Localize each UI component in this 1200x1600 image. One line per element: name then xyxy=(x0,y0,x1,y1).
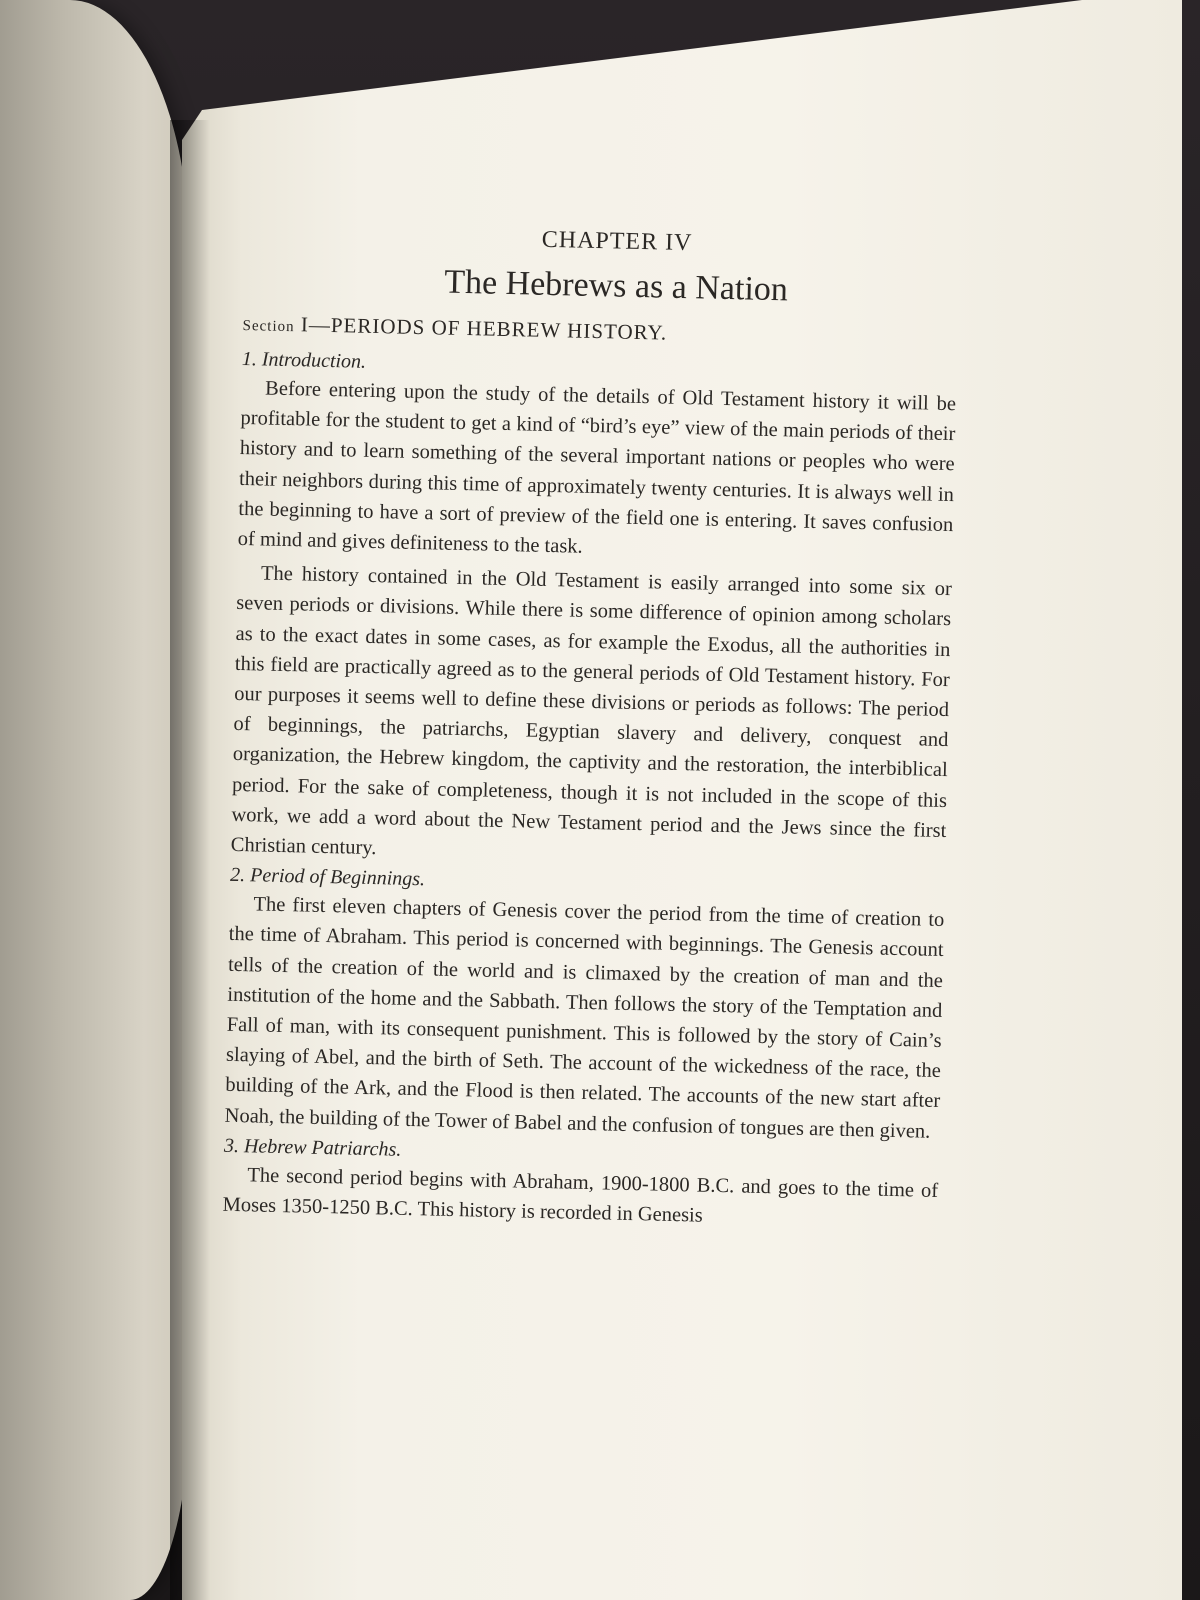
chapter-title: The Hebrews as a Nation xyxy=(443,263,789,309)
subsection-heading-introduction: 1. Introduction. xyxy=(241,347,367,373)
paragraph: Before entering upon the study of the details of Old Testament history it will be profitable for the student to get a kind of “bird’s eye” view of the main periods of their history and to learn something of the several important nations or peoples who were their neighbors during this time of approximately twenty centuries. It is always well in the beginning to have a sort of preview of the field one is entering. It saves confusion of mind and gives definiteness to the task. xyxy=(237,377,957,558)
subsection-heading-patriarchs: 3. Hebrew Patriarchs. xyxy=(223,1134,402,1161)
section-prefix: Section xyxy=(242,317,295,336)
chapter-label: CHAPTER IV xyxy=(541,226,693,257)
page-text xyxy=(222,220,960,1240)
section-heading xyxy=(242,311,957,352)
subsection-heading-beginnings: 2. Period of Beginnings. xyxy=(229,864,426,891)
paragraph: The first eleven chapters of Genesis cover the period from the time of creation to the time of Abraham. This period is concerned with beginnings. The Genesis account tells of the creation of the world and is climaxed by the creation of man and the institution of the home and the Sabbath. Then follows the story of the Temptation and Fall of man, with its consequent punishment. This is followed by the story of Cain’s slaying of Abel, and the birth of Seth. The account of the wickedness of the race, the building of the Ark, and the Flood is then related. The accounts of the new start after Noah, the building of the Tower of Babel and the confusion of tongues are then given. xyxy=(224,893,945,1143)
left-page-edge xyxy=(0,0,190,1600)
section-title: I—PERIODS OF HEBREW HISTORY. xyxy=(300,312,668,345)
spine-shadow xyxy=(170,120,210,1600)
paragraph: The history contained in the Old Testament is easily arranged into some six or seven periods or divisions. While there is some difference of opinion among scholars as to the exact dates in some cases, as for example the Exodus, all the authorities in this field are practically agreed as to the general periods of Old Testament history. For our purposes it seems well to define these divisions or periods as follows: The period of beginnings, the patriarchs, Egyptian slavery and delivery, conquest and organization, the Hebrew kingdom, the captivity and the restoration, the interbiblical period. For the sake of completeness, though it is not included in the scope of this work, we add a word about the New Testament period and the Jews since the first Christian century. xyxy=(230,562,953,860)
paragraph: The second period begins with Abraham, 1900-1800 B.C. and goes to the time of Moses 1350-1250 B.C. This history is recorded in Genesis xyxy=(222,1164,939,1227)
